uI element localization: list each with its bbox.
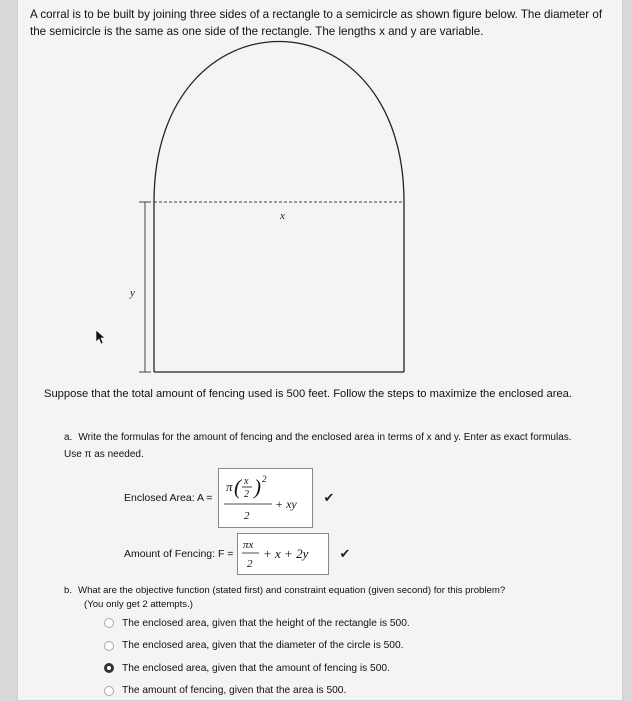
option-height-500[interactable]: [104, 612, 584, 635]
fencing-label: Amount of Fencing: F =: [124, 548, 233, 560]
part-a-text: Write the formulas for the amount of fencing and the enclosed area in terms of x and y. Enter as exact formulas. Use π as needed.: [64, 432, 572, 460]
area-check-icon: ✔: [323, 490, 334, 506]
svg-text:(: (: [234, 475, 243, 499]
cursor-pointer-icon: [96, 330, 105, 344]
svg-text:2: 2: [244, 489, 249, 500]
corral-outline: [154, 42, 404, 373]
area-label: Enclosed Area: A =: [124, 492, 212, 504]
option-diameter-500[interactable]: [104, 635, 584, 658]
svg-text:2: 2: [244, 510, 250, 522]
svg-text:πx: πx: [243, 539, 254, 551]
problem-setup: Suppose that the total amount of fencing used is 500 feet. Follow the steps to maximize the enclosed area.: [44, 386, 584, 402]
part-b-text: What are the objective function (stated first) and constraint equation (given second) for this problem?: [78, 585, 505, 596]
x-label: x: [279, 210, 285, 222]
option-fencing-500[interactable]: [104, 657, 584, 680]
radio-button-icon[interactable]: [104, 686, 114, 696]
fencing-formula: [238, 534, 328, 574]
part-b-question: [64, 584, 604, 612]
svg-text:2: 2: [247, 558, 253, 570]
fencing-check-icon: ✔: [339, 546, 350, 562]
radio-button-icon[interactable]: [104, 641, 114, 651]
problem-intro: A corral is to be built by joining three sides of a rectangle to a semicircle as shown figure below. The diameter of the semicircle is the same as one side of the rectangle. The lengths x and y are variable.: [30, 6, 610, 40]
area-row: [124, 468, 334, 528]
part-a-instruction: [64, 429, 584, 463]
option-area-500[interactable]: [104, 680, 584, 702]
svg-text:π: π: [226, 479, 233, 494]
option-label: The enclosed area, given that the amount of fencing is 500.: [122, 663, 390, 674]
area-formula: [219, 469, 312, 527]
part-a-letter: a.: [64, 432, 72, 443]
fencing-row: [124, 533, 350, 575]
option-label: The amount of fencing, given that the area is 500.: [122, 685, 346, 696]
answer-options: [104, 612, 584, 702]
svg-text:x: x: [243, 476, 249, 487]
attempts-note: (You only get 2 attempts.): [84, 598, 604, 612]
area-answer-box[interactable]: [218, 468, 313, 528]
fencing-answer-box[interactable]: [237, 533, 329, 575]
radio-button-selected-icon[interactable]: [104, 663, 114, 673]
radio-button-icon[interactable]: [104, 618, 114, 628]
part-b-letter: b.: [64, 585, 72, 596]
option-label: The enclosed area, given that the diameter of the circle is 500.: [122, 640, 403, 651]
option-label: The enclosed area, given that the height of the rectangle is 500.: [122, 618, 410, 629]
y-label: y: [129, 287, 135, 299]
svg-text:+ xy: + xy: [275, 497, 297, 511]
svg-text:2: 2: [262, 474, 267, 484]
svg-text:+ x + 2y: + x + 2y: [263, 546, 309, 561]
svg-text:): ): [253, 475, 261, 499]
